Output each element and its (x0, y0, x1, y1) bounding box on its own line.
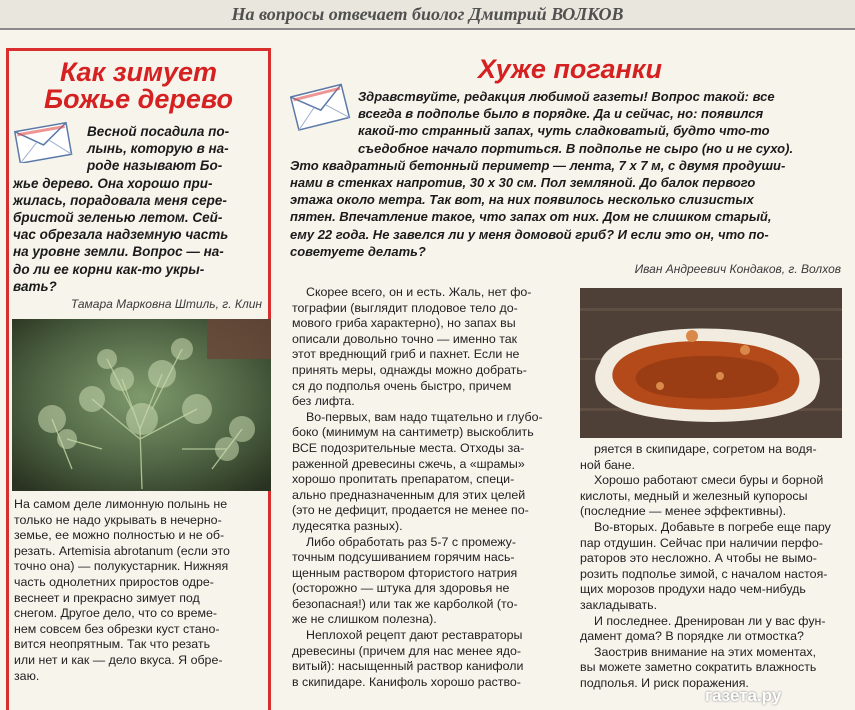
right-answer-col1 (292, 285, 570, 690)
left-letter-line: до ли ее корни как-то укры- (13, 261, 205, 277)
right-letter-line: нами в стенках напротив, 30 х 30 см. Пол земляной. До балок первого (290, 174, 756, 190)
left-letter-line: вать? (13, 278, 57, 294)
left-answer-line: нем совсем без обрезки куст стано- (14, 621, 220, 636)
col1-line: Во-первых, вам надо тщательно и глубо- (306, 409, 543, 424)
col1-line: Либо обработать раз 5-7 с промежу- (306, 534, 516, 549)
col1-line: безопасная!) или так же карболкой (то- (292, 596, 518, 611)
col2-line: розить подполье зимой, с началом настоя- (580, 566, 828, 581)
col1-line: щенным раствором фтористого натрия (292, 565, 518, 580)
left-article-title (9, 59, 268, 113)
col1-line: принять меры, однажды можно добрать- (292, 362, 527, 377)
col1-line: тографии (выглядит плодовое тело до- (292, 300, 518, 315)
left-answer (14, 497, 268, 684)
col1-line: без лифта. (292, 394, 355, 409)
col1-line: ально предназначенным для этих целей (292, 487, 526, 502)
left-letter-line: час обрезала надземную часть (13, 227, 229, 243)
left-letter-line: жье дерево. Она хорошо при- (13, 175, 213, 191)
left-answer-line: вится неопрятным. Так что резать (14, 637, 211, 652)
left-answer-line: снегом. Другое дело, что со време- (14, 606, 218, 621)
right-letter-line: Это квадратный бетонный периметр — лента, 7 х 7 м, с двумя продуши- (290, 157, 786, 173)
col2-line: Во-вторых. Добавьте в погребе еще пару (594, 519, 831, 534)
col2-line: подполья. И риск поражения. (580, 675, 749, 690)
header-text: На вопросы отвечает биолог Дмитрий ВОЛКОВ (231, 4, 624, 24)
col2-line: кислоты, медный и железный купоросы (580, 488, 808, 503)
col1-line: древесины (причем для нас менее ядо- (292, 643, 522, 658)
col2-line: закладывать. (580, 597, 658, 612)
col2-line: (последние — менее эффективны). (580, 504, 787, 519)
col2-line: ной бане. (580, 457, 635, 472)
right-letter (290, 88, 842, 260)
right-letter-line: советуете делать? (290, 243, 426, 259)
artemisia-photo (12, 319, 271, 491)
right-letter-line: всегда в подполье было в порядке. Да и сейчас, но: появился (358, 106, 764, 122)
col1-line: же не слишком полезна). (292, 612, 437, 627)
right-letter-line: какой-то странный запах, чуть сладковатый, будто что-то (358, 123, 770, 139)
col1-line: боко (минимум на сантиметр) выскоблить (292, 425, 534, 440)
col2-line: Хорошо работают смеси буры и борной (594, 473, 824, 488)
left-title-line-2: Божье дерево (43, 84, 234, 114)
col1-line: (осторожно — штука для здоровья не (292, 581, 510, 596)
col1-line: ВСЕ подозрительные места. Отходы за- (292, 440, 525, 455)
col2-line: вы можете заметно сократить влажность (580, 660, 817, 675)
left-answer-line: веснеет и прекрасно зимует под (14, 590, 200, 605)
left-answer-line: заю. (14, 668, 40, 683)
left-answer-line: или нет и как — дело вкуса. Я обре- (14, 652, 223, 667)
col1-line: хорошо пропитать препаратом, специ- (292, 472, 515, 487)
left-letter-line: бристой зеленью летом. Сей- (13, 209, 223, 225)
left-letter-line: жилась, порадовала меня сере- (13, 192, 227, 208)
left-author: Тамара Марковна Штиль, г. Клин (70, 297, 262, 311)
dry-rot-fungus-photo (580, 288, 842, 438)
col2-line: раторов это несложно. А чтобы не вымо- (580, 551, 817, 566)
left-answer-line: только не надо укрывать в нечерно- (14, 512, 222, 527)
left-letter-line: на уровне земли. Вопрос — на- (13, 244, 224, 260)
left-article-frame (6, 48, 271, 710)
col2-line: И последнее. Дренирован ли у вас фун- (594, 613, 826, 628)
left-answer-line: На самом деле лимонную полынь не (14, 497, 228, 511)
right-answer-col2 (580, 442, 846, 692)
col1-line: мового гриба характерно), но запах вы (292, 316, 516, 331)
col1-line: Скорее всего, он и есть. Жаль, нет фо- (306, 285, 532, 299)
page-header (0, 0, 855, 30)
col2-line: Заострив внимание на этих моментах, (594, 644, 817, 659)
left-letter (9, 123, 268, 295)
right-letter-line: этажа около метра. Так вот, на них появилось несколько слизистых (290, 192, 754, 208)
right-letter-line: съедобное начало портиться. В подполье не сыро (но и не сухо). (358, 140, 794, 156)
left-title-line-1: Как зимует (59, 57, 218, 87)
col2-line: щих морозов продухи надо чем-нибудь (580, 582, 806, 597)
col1-line: в скипидаре. Канифоль хорошо раство- (292, 674, 521, 689)
col1-line: описали довольно точно — именно так (292, 331, 518, 346)
left-answer-line: резать. Artemisia abrotanum (если это (14, 543, 230, 558)
col1-line: этот вреднющий гриб и пахнет. Если не (292, 347, 520, 362)
col1-line: ся до подполья очень быстро, причем (292, 378, 512, 393)
left-answer-line: часть однолетних приростов одре- (14, 574, 214, 589)
col1-line: Неплохой рецепт дают реставраторы (306, 628, 523, 643)
site-watermark: газета.ру (705, 686, 782, 705)
right-article-title: Хуже поганки (478, 54, 662, 84)
left-answer-line: земье, ее можно полностью и не об- (14, 528, 225, 543)
left-letter-line: лынь, которую в на- (87, 141, 229, 157)
right-letter-line: Здравствуйте, редакция любимой газеты! Вопрос такой: все (358, 89, 775, 104)
left-letter-line: роде называют Бо- (87, 158, 223, 174)
right-author: Иван Андреевич Кондаков, г. Волхов (634, 262, 841, 276)
left-answer-line: точно она) — полукустарник. Нижняя (14, 559, 229, 574)
col1-line: точным подсушиванием горячим нась- (292, 550, 515, 565)
col1-line: лудесятка разных). (292, 518, 403, 533)
right-letter-line: ему 22 года. Не завелся ли у меня домовой гриб? И если это он, что по- (290, 226, 769, 242)
col2-line: ряется в скипидаре, согретом на водя- (594, 442, 817, 456)
left-letter-line: Весной посадила по- (87, 124, 230, 139)
col2-line: пар отдушин. Сейчас при наличии перфо- (580, 535, 823, 550)
col1-line: раженной древесины сжечь, а «шрамы» (292, 456, 525, 471)
col1-line: витый): насыщенный раствор канифоли (292, 659, 524, 674)
right-letter-line: пятен. Впечатление такое, что запах от них. Дом не слишком старый, (290, 209, 772, 225)
col1-line: (это не дефицит, продается не менее по- (292, 503, 529, 518)
col2-line: дамент дома? В порядке ли отмостка? (580, 629, 804, 644)
